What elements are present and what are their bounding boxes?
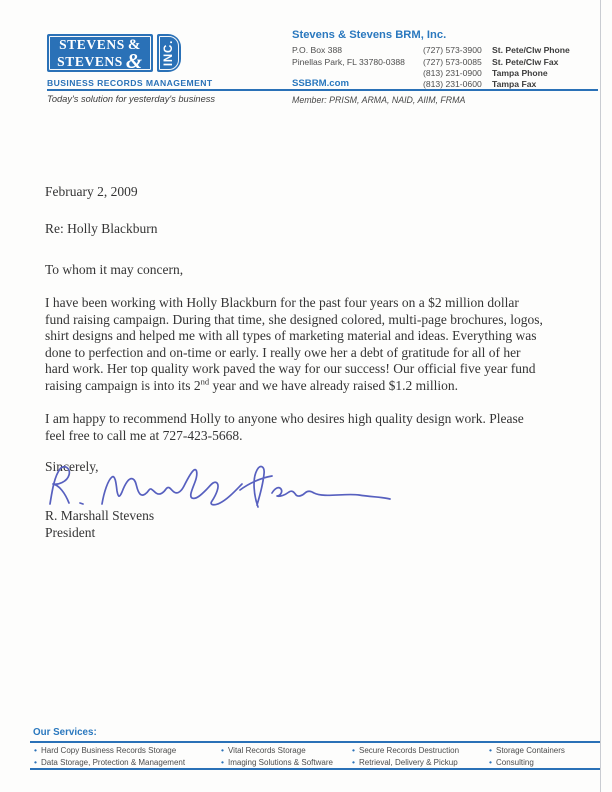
services-rule-bottom bbox=[30, 768, 600, 770]
phone-label: St. Pete/Clw Phone bbox=[492, 45, 570, 55]
service-item bbox=[352, 745, 459, 755]
address-line-2: Pinellas Park, FL 33780-0388 bbox=[292, 57, 405, 67]
signer-name: R. Marshall Stevens bbox=[45, 508, 155, 523]
bullet-icon: • bbox=[352, 757, 355, 767]
phone-number: (813) 231-0600 bbox=[423, 79, 482, 89]
phone-label: St. Pete/Clw Fax bbox=[492, 57, 559, 67]
service-item bbox=[221, 757, 333, 767]
service-label: Storage Containers bbox=[495, 746, 565, 755]
logo-word-1: STEVENS bbox=[59, 37, 125, 52]
service-label: Consulting bbox=[495, 758, 534, 767]
logo-inner-frame bbox=[49, 36, 151, 73]
closing: Sincerely, bbox=[45, 459, 99, 474]
service-label: Hard Copy Business Records Storage bbox=[40, 746, 177, 755]
signature-scribble bbox=[42, 462, 394, 508]
service-item bbox=[34, 757, 185, 767]
company-logo bbox=[47, 34, 153, 72]
logo-caption: BUSINESS RECORDS MANAGEMENT bbox=[47, 78, 213, 88]
membership-line: Member: PRISM, ARMA, NAID, AIIM, FRMA bbox=[292, 95, 466, 105]
paragraph-line: feel free to call me at 727-423-5668. bbox=[45, 427, 243, 443]
company-name: Stevens & Stevens BRM, Inc. bbox=[292, 29, 447, 41]
bullet-icon: • bbox=[352, 745, 355, 755]
logo-word-2: STEVENS bbox=[57, 53, 123, 69]
paragraph-line: I am happy to recommend Holly to anyone who desires high quality design work. Please bbox=[45, 411, 524, 426]
inc-label: INC. bbox=[163, 39, 175, 67]
service-item bbox=[352, 757, 458, 767]
date-line: February 2, 2009 bbox=[45, 184, 138, 199]
bullet-icon: • bbox=[221, 745, 224, 755]
scan-edge-artifact bbox=[600, 0, 601, 792]
bullet-icon: • bbox=[489, 757, 492, 767]
phone-label: Tampa Phone bbox=[492, 68, 548, 78]
ampersand-glyph: & bbox=[127, 37, 141, 53]
bullet-icon: • bbox=[489, 745, 492, 755]
service-item bbox=[221, 745, 306, 755]
re-line: Re: Holly Blackburn bbox=[45, 221, 158, 236]
bullet-icon: • bbox=[221, 757, 224, 767]
salutation: To whom it may concern, bbox=[45, 262, 184, 277]
line-text: year and we have already raised $1.2 million. bbox=[209, 377, 459, 393]
phone-number: (813) 231-0900 bbox=[423, 68, 482, 78]
service-label: Data Storage, Protection & Management bbox=[40, 758, 186, 767]
service-label: Retrieval, Delivery & Pickup bbox=[358, 758, 458, 767]
ampersand-script-glyph: & bbox=[125, 48, 143, 73]
signer-title: President bbox=[45, 524, 96, 540]
services-rule-top bbox=[30, 741, 600, 743]
bullet-icon: • bbox=[34, 757, 37, 767]
paragraph-line: I have been working with Holly Blackburn for the past four years on a $2 million dollar bbox=[45, 295, 519, 310]
signature-block bbox=[45, 508, 580, 541]
website-link: SSBRM.com bbox=[292, 78, 350, 89]
service-label: Imaging Solutions & Software bbox=[227, 758, 333, 767]
ordinal-superscript: nd bbox=[200, 376, 210, 386]
service-label: Vital Records Storage bbox=[227, 746, 306, 755]
paragraph-line: hard work. Her top quality work paved the way for our success! Our official five year fund bbox=[45, 361, 536, 376]
service-item bbox=[489, 757, 534, 767]
services-heading: Our Services: bbox=[33, 727, 97, 738]
service-label: Secure Records Destruction bbox=[358, 746, 460, 755]
service-item bbox=[34, 745, 176, 755]
bullet-icon: • bbox=[34, 745, 37, 755]
paragraph-2 bbox=[45, 411, 580, 444]
address-line-1: P.O. Box 388 bbox=[292, 45, 343, 55]
phone-label: Tampa Fax bbox=[492, 79, 537, 89]
paragraph-line: shirt designs and helped me with all types of marketing material and ideas. Everything was bbox=[45, 328, 537, 343]
phone-number: (727) 573-3900 bbox=[423, 45, 482, 55]
line-text: raising campaign is into its 2 bbox=[45, 377, 201, 393]
paragraph-line: fund raising campaign. During that time, she designed colored, multi-page brochures, logos, bbox=[45, 311, 543, 327]
company-tagline: Today's solution for yesterday's business bbox=[47, 94, 216, 104]
paragraph-line: done to perfection and on-time or early. I really owe her a debt of gratitude for all of her bbox=[45, 344, 521, 360]
paragraph-1 bbox=[45, 295, 580, 394]
paragraph-line bbox=[45, 378, 580, 395]
logo-inc-badge bbox=[157, 34, 181, 72]
logo-line-2 bbox=[57, 48, 143, 73]
service-item bbox=[489, 745, 565, 755]
letterhead-rule bbox=[47, 89, 598, 91]
phone-number: (727) 573-0085 bbox=[423, 57, 482, 67]
